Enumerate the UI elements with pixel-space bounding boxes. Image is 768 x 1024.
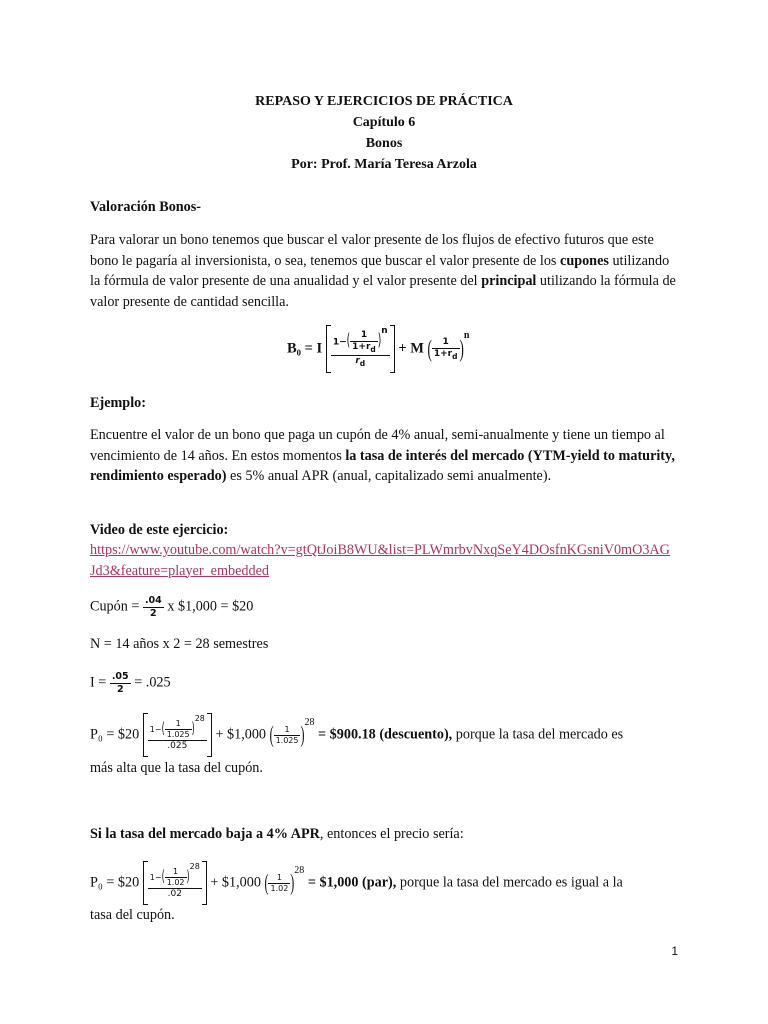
principal-fraction: $\frac{1}{1.02}$: [270, 872, 289, 893]
rate-calculation: I = $\frac{.05}{2}$ = .025: [90, 671, 171, 695]
example-paragraph: Encuentre el valor de un bono que paga un cupón de 4% anual, semi-anualmente y tiene un tiempo al vencimiento de 14 años. En estos momentos la tasa de interés del mercado (YTM-yield to maturity, rendimiento esperado) es 5% anual APR (anual, capitalizado semi anualmente).: [90, 427, 675, 484]
coupon-fraction: $\frac{.04}{2}$: [144, 595, 162, 619]
price-discount-conclusion: más alta que la tasa del cupón.: [90, 760, 263, 776]
principal-fraction: $\frac{1}{1.025}$: [275, 724, 299, 745]
principal-fraction: $\frac{1}{1+r_d}$: [433, 336, 458, 361]
video-label: Video de este ejercicio:: [90, 522, 229, 538]
rate-drop-statement: Si la tasa del mercado baja a 4% APR, entonces el precio sería:: [90, 826, 464, 842]
author-label: Por: Prof. María Teresa Arzola: [291, 157, 477, 172]
valuation-heading: Valoración Bonos-: [90, 199, 202, 215]
video-link[interactable]: https://www.youtube.com/watch?v=gtQtJoiB8WU&list=PLWmrbvNxqSeY4DOsfnKGsniV0mO3AGJd3&feature=player_embedded: [90, 542, 670, 579]
price-par-conclusion: tasa del cupón.: [90, 907, 175, 923]
chapter-label: Capítulo 6: [352, 115, 416, 130]
right-bracket: [207, 713, 212, 757]
video-link-container: [90, 540, 672, 581]
right-bracket: [202, 861, 207, 905]
page-number: 1: [671, 944, 678, 958]
rate-fraction: $\frac{.05}{2}$: [111, 671, 129, 695]
topic-label: Bonos: [365, 136, 403, 151]
annuity-fraction: 1−( $\frac{1}{1.02}$ )28 .02: [149, 861, 200, 899]
right-bracket: [390, 325, 395, 373]
annuity-fraction: 1−( $\frac{1}{1.025}$ )28 .025: [149, 713, 205, 751]
price-par-formula: P₀ = $20 1−( $\frac{1}{1.02}$ )28 .02 + $1,000 ( $\frac{1}{1.02}$ )$^{28}$ = $1,000 (par), porque la tasa del mercado es igual a la: [90, 861, 623, 905]
example-heading: Ejemplo:: [90, 395, 146, 411]
price-discount-formula: P₀ = $20 1−( $\frac{1}{1.025}$ )28 .025 + $1,000 ( $\frac{1}{1.025}$ )$^{28}$ = $900.18 (descuento), porque la tasa del mercado es: [90, 713, 623, 757]
annuity-fraction: 1−( $\frac{1}{1+r_d}$ )n $r_d$: [332, 325, 388, 368]
document-title: REPASO Y EJERCICIOS DE PRÁCTICA: [255, 94, 513, 109]
coupon-calculation: Cupón = $\frac{.04}{2}$ x $1,000 = $20: [90, 595, 254, 619]
valuation-paragraph: Para valorar un bono tenemos que buscar el valor presente de los flujos de efectivo futuros que este bono le pagaría al inversionista, o sea, tenemos que buscar el valor presente de los cupones utilizando la fórmula de valor presente de una anualidad y el valor presente del principal utilizando la fórmula de valor presente de cantidad sencilla.: [90, 232, 676, 310]
periods-calculation: N = 14 años x 2 = 28 semestres: [90, 636, 269, 652]
bond-value-formula: B₀ = I 1−( $\frac{1}{1+r_d}$ )n $r_d$ + M ( $\frac{1}{1+r_d}$ )$^n$: [287, 325, 469, 373]
